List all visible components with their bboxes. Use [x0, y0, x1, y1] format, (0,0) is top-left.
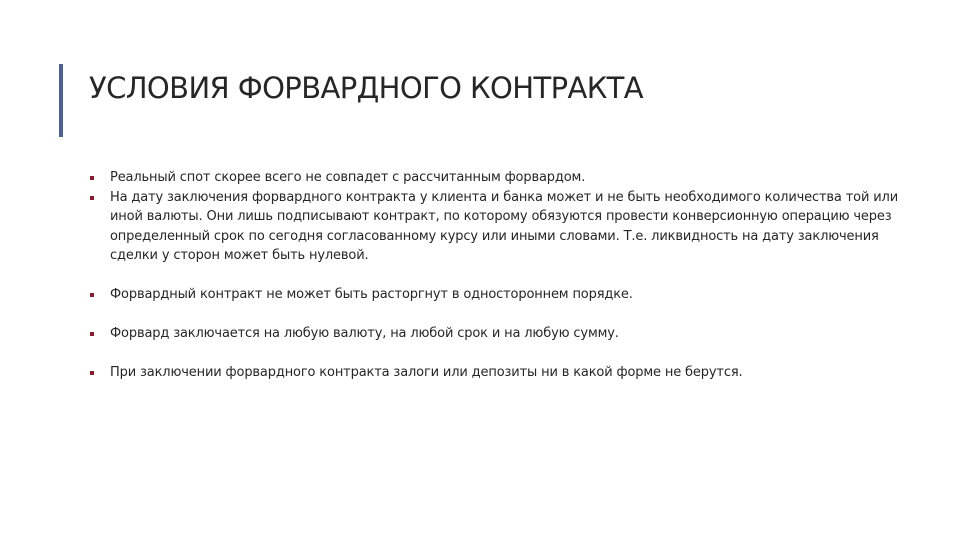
bullet-text: На дату заключения форвардного контракта у клиента и банка может и не быть необходимого количества той или иной валюты. Они лишь подписывают контракт, по которому обязуются провести конверсионную операцию через определенный срок по сегодня согласованному курсу или иными словами. Т.е. ликвидность на дату заключения сделки у сторон может быть нулевой. [110, 189, 898, 263]
bullet-marker-icon [90, 176, 94, 180]
bullet-marker-icon [90, 371, 94, 375]
title-accent-bar [59, 64, 63, 137]
bullet-item [90, 285, 910, 305]
slide-title: УСЛОВИЯ ФОРВАРДНОГО КОНТРАКТА [89, 71, 644, 105]
bullet-marker-icon [90, 293, 94, 297]
bullet-item [90, 168, 910, 188]
bullet-marker-icon [90, 196, 94, 200]
bullet-text: Форвард заключается на любую валюту, на любой срок и на любую сумму. [110, 326, 619, 341]
bullet-item [90, 188, 910, 266]
bullet-list [90, 168, 910, 383]
bullet-item [90, 363, 910, 383]
bullet-marker-icon [90, 332, 94, 336]
bullet-text: Реальный спот скорее всего не совпадет с рассчитанным форвардом. [110, 170, 586, 185]
bullet-text: Форвардный контракт не может быть расторгнут в одностороннем порядке. [110, 287, 633, 302]
bullet-item [90, 324, 910, 344]
bullet-text: При заключении форвардного контракта залоги или депозиты ни в какой форме не берутся. [110, 365, 743, 380]
